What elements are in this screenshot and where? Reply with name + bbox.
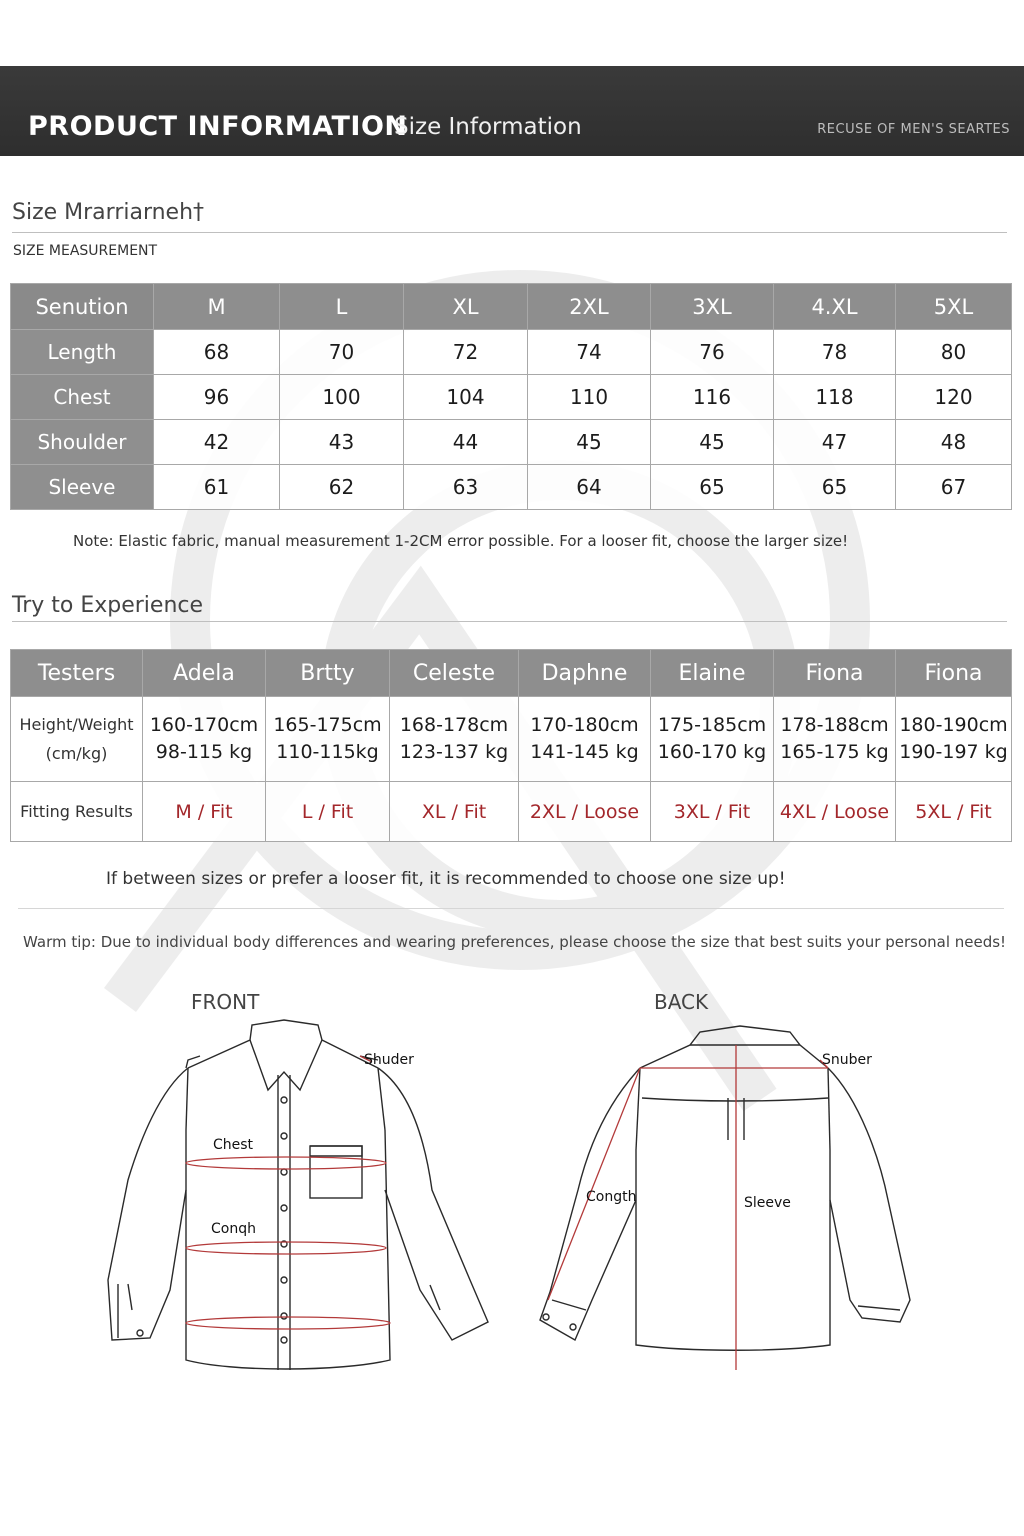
fit-result: 4XL / Loose — [774, 782, 896, 842]
height-value: 178-188cm — [780, 714, 889, 736]
size-col-header: 2XL — [528, 284, 651, 330]
table-cell: 68 — [154, 330, 280, 375]
table-cell: 118 — [774, 375, 896, 420]
table-cell: 65 — [651, 465, 774, 510]
weight-value: 165-175 kg — [780, 741, 889, 763]
table-cell: 43 — [280, 420, 404, 465]
size-note: Note: Elastic fabric, manual measurement 1-2CM error possible. For a looser fit, choose the larger size! — [73, 532, 849, 550]
height-weight-label-line2: (cm/kg) — [45, 744, 108, 763]
tester-name: Elaine — [651, 650, 774, 697]
table-cell: 62 — [280, 465, 404, 510]
tester-name: Fiona — [774, 650, 896, 697]
row-label-length: Length — [11, 330, 154, 375]
tester-name: Daphne — [519, 650, 651, 697]
front-label: FRONT — [191, 990, 260, 1014]
size-corner-label: Senution — [11, 284, 154, 330]
table-row — [11, 330, 1012, 375]
fit-result: XL / Fit — [390, 782, 519, 842]
experience-section-divider — [12, 621, 1007, 622]
tester-name: Brtty — [266, 650, 390, 697]
back-label: BACK — [654, 990, 709, 1014]
table-cell: 47 — [774, 420, 896, 465]
table-cell: 72 — [404, 330, 528, 375]
row-label-sleeve: Sleeve — [11, 465, 154, 510]
tester-corner-label: Testers — [11, 650, 143, 697]
back-length-label: Congth — [586, 1189, 637, 1205]
height-weight-row — [11, 697, 1012, 782]
section-divider — [18, 908, 1004, 909]
table-cell — [651, 697, 774, 782]
tester-name: Adela — [143, 650, 266, 697]
table-cell: 44 — [404, 420, 528, 465]
size-col-header: 3XL — [651, 284, 774, 330]
table-cell: 42 — [154, 420, 280, 465]
table-row — [11, 375, 1012, 420]
row-label-shoulder: Shoulder — [11, 420, 154, 465]
size-table — [10, 283, 1012, 510]
height-value: 160-170cm — [149, 714, 259, 736]
fit-result: M / Fit — [143, 782, 266, 842]
fit-result: 5XL / Fit — [896, 782, 1012, 842]
height-value: 175-185cm — [657, 714, 767, 736]
size-col-header: M — [154, 284, 280, 330]
shirt-diagram — [0, 980, 1024, 1400]
table-cell: 45 — [651, 420, 774, 465]
table-cell — [774, 697, 896, 782]
front-length-label: Conqh — [211, 1221, 256, 1237]
height-weight-label — [11, 697, 143, 782]
weight-value: 190-197 kg — [899, 741, 1008, 763]
table-cell: 78 — [774, 330, 896, 375]
table-row — [11, 420, 1012, 465]
fitting-results-row — [11, 782, 1012, 842]
weight-value: 98-115 kg — [155, 741, 253, 763]
table-cell: 65 — [774, 465, 896, 510]
table-cell: 116 — [651, 375, 774, 420]
table-cell — [143, 697, 266, 782]
size-col-header: L — [280, 284, 404, 330]
back-shoulder-label: Snuber — [822, 1052, 872, 1068]
table-cell: 74 — [528, 330, 651, 375]
weight-value: 123-137 kg — [399, 741, 509, 763]
fit-result: 2XL / Loose — [519, 782, 651, 842]
front-chest-label: Chest — [213, 1137, 254, 1153]
page-title: PRODUCT INFORMATION — [28, 111, 408, 142]
table-cell: 45 — [528, 420, 651, 465]
tester-name: Fiona — [896, 650, 1012, 697]
front-measure-lines — [186, 1056, 390, 1329]
size-section-subtitle: SIZE MEASUREMENT — [13, 243, 158, 259]
header-bar — [0, 66, 1024, 156]
size-section-title: Size Mrarriarneh† — [12, 200, 205, 225]
table-cell: 64 — [528, 465, 651, 510]
tester-name: Celeste — [390, 650, 519, 697]
height-value: 170-180cm — [530, 714, 639, 736]
tester-table — [10, 649, 1012, 842]
fit-result: L / Fit — [266, 782, 390, 842]
fit-result: 3XL / Fit — [651, 782, 774, 842]
size-col-header: XL — [404, 284, 528, 330]
size-recommendation: If between sizes or prefer a looser fit, it is recommended to choose one size up! — [106, 869, 786, 889]
table-cell: 63 — [404, 465, 528, 510]
table-cell — [519, 697, 651, 782]
table-cell: 61 — [154, 465, 280, 510]
height-weight-label-line1: Height/Weight — [19, 715, 134, 734]
size-col-header: 4.XL — [774, 284, 896, 330]
height-value: 168-178cm — [399, 714, 509, 736]
table-cell — [266, 697, 390, 782]
front-shoulder-label: Shuder — [364, 1052, 414, 1068]
size-section-divider — [12, 232, 1007, 233]
height-value: 165-175cm — [273, 714, 382, 736]
row-label-chest: Chest — [11, 375, 154, 420]
table-cell: 104 — [404, 375, 528, 420]
table-row — [11, 465, 1012, 510]
size-col-header: 5XL — [896, 284, 1012, 330]
weight-value: 141-145 kg — [530, 741, 639, 763]
table-cell: 120 — [896, 375, 1012, 420]
table-cell: 70 — [280, 330, 404, 375]
table-cell: 67 — [896, 465, 1012, 510]
weight-value: 110-115kg — [276, 741, 379, 763]
warm-tip: Warm tip: Due to individual body differences and wearing preferences, please choose the size that best suits your personal needs! — [23, 933, 1007, 951]
page-subtitle: Size Information — [394, 114, 582, 140]
fitting-results-label: Fitting Results — [11, 782, 143, 842]
experience-section-title: Try to Experience — [12, 593, 204, 618]
brand-text: RECUSE OF MEN'S SEARTES — [817, 122, 1010, 137]
table-cell: 80 — [896, 330, 1012, 375]
table-cell: 76 — [651, 330, 774, 375]
height-value: 180-190cm — [899, 714, 1008, 736]
size-header-row — [11, 284, 1012, 330]
table-cell: 110 — [528, 375, 651, 420]
table-cell: 48 — [896, 420, 1012, 465]
back-sleeve-label: Sleeve — [744, 1195, 791, 1211]
table-cell — [896, 697, 1012, 782]
table-cell — [390, 697, 519, 782]
table-cell: 100 — [280, 375, 404, 420]
table-cell: 96 — [154, 375, 280, 420]
weight-value: 160-170 kg — [657, 741, 767, 763]
tester-header-row — [11, 650, 1012, 697]
